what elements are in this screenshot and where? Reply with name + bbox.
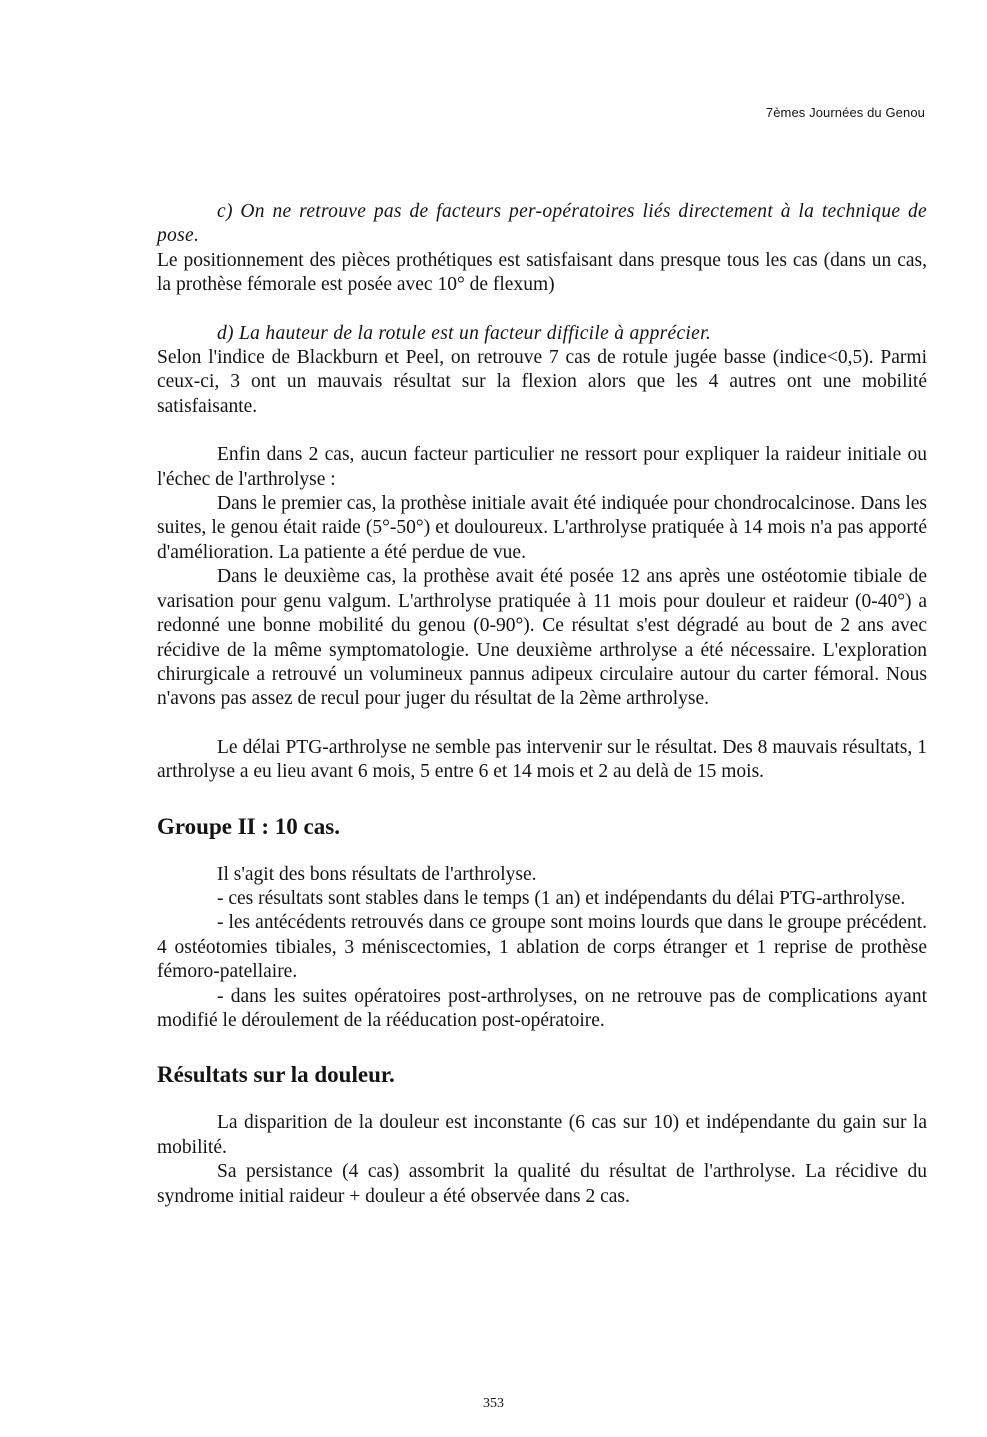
heading-groupe-2: Groupe II : 10 cas. (157, 813, 340, 839)
douleur-paragraph-2: Sa persistance (4 cas) assombrit la qualité du résultat de l'arthrolyse. La récidive du syndrome initial raideur + douleur a été observée dans 2 cas. (157, 1161, 927, 1207)
douleur-paragraph-1: La disparition de la douleur est inconstante (6 cas sur 10) et indépendante du gain sur la mobilité. (157, 1112, 927, 1158)
groupe2-intro: Il s'agit des bons résultats de l'arthrolyse. (217, 863, 537, 885)
paragraph-delai: Le délai PTG-arthrolyse ne semble pas intervenir sur le résultat. Des 8 mauvais résultats, 1 arthrolyse a eu lieu avant 6 mois, 5 entre 6 et 14 mois et 2 au delà de 15 mois. (157, 736, 927, 783)
paragraph-deuxieme-cas: Dans le deuxième cas, la prothèse avait été posée 12 ans après une ostéotomie tibiale de varisation pour genu valgum. L'arthrolyse pratiquée à 11 mois pour douleur et raideur (0-40°) a redonné une bonne mobilité du genou (0-90°). Ce résultat s'est dégradé au bout de 2 ans avec récidive de la même symptomatologie. Une deuxième arthrolyse a été nécessaire. L'exploration chirurgicale a retrouvé un volumineux pannus adipeux circulaire autour du carter fémoral. Nous n'avons pas assez de recul pour juger du résultat de la 2ème arthrolyse. (157, 566, 927, 710)
section-d-lead: d) La hauteur de la rotule est un facteur difficile à apprécier. (217, 322, 711, 344)
section-d-body: Selon l'indice de Blackburn et Peel, on retrouve 7 cas de rotule jugée basse (indice<0,5). Parmi ceux-ci, 3 ont un mauvais résultat sur la flexion alors que les 4 autres ont une mobilité satisfaisante. (157, 347, 927, 417)
running-header: 7èmes Journées du Genou (765, 105, 925, 120)
groupe2-item-1: - ces résultats sont stables dans le temps (1 an) et indépendants du délai PTG-arthrolyse. (217, 887, 906, 909)
section-c-body: Le positionnement des pièces prothétiques est satisfaisant dans presque tous les cas (dans un cas, la prothèse fémorale est posée avec 10° de flexum) (157, 249, 927, 296)
paragraph-premier-cas: Dans le premier cas, la prothèse initiale avait été indiquée pour chondrocalcinose. Dans les suites, le genou était raide (5°-50°) et douloureux. L'arthrolyse pratiquée à 14 mois n'a pas apporté d'amélioration. La patiente a été perdue de vue. (157, 493, 927, 563)
heading-resultats-douleur: Résultats sur la douleur. (157, 1062, 395, 1088)
groupe2-item-3: - dans les suites opératoires post-arthrolyses, on ne retrouve pas de complications ayant modifié le déroulement de la rééducation post-opératoire. (157, 985, 927, 1031)
page-number: 353 (483, 1396, 504, 1411)
section-c-lead: c) On ne retrouve pas de facteurs per-opératoires liés directement à la technique de pose. (157, 201, 927, 247)
paragraph-enfin: Enfin dans 2 cas, aucun facteur particulier ne ressort pour expliquer la raideur initiale ou l'échec de l'arthrolyse : (157, 444, 927, 490)
main-content (157, 200, 927, 1209)
groupe2-item-2: - les antécédents retrouvés dans ce groupe sont moins lourds que dans le groupe précédent. 4 ostéotomies tibiales, 3 méniscectomies, 1 ablation de corps étranger et 1 reprise de prothèse fémoro-patellaire. (157, 912, 927, 983)
